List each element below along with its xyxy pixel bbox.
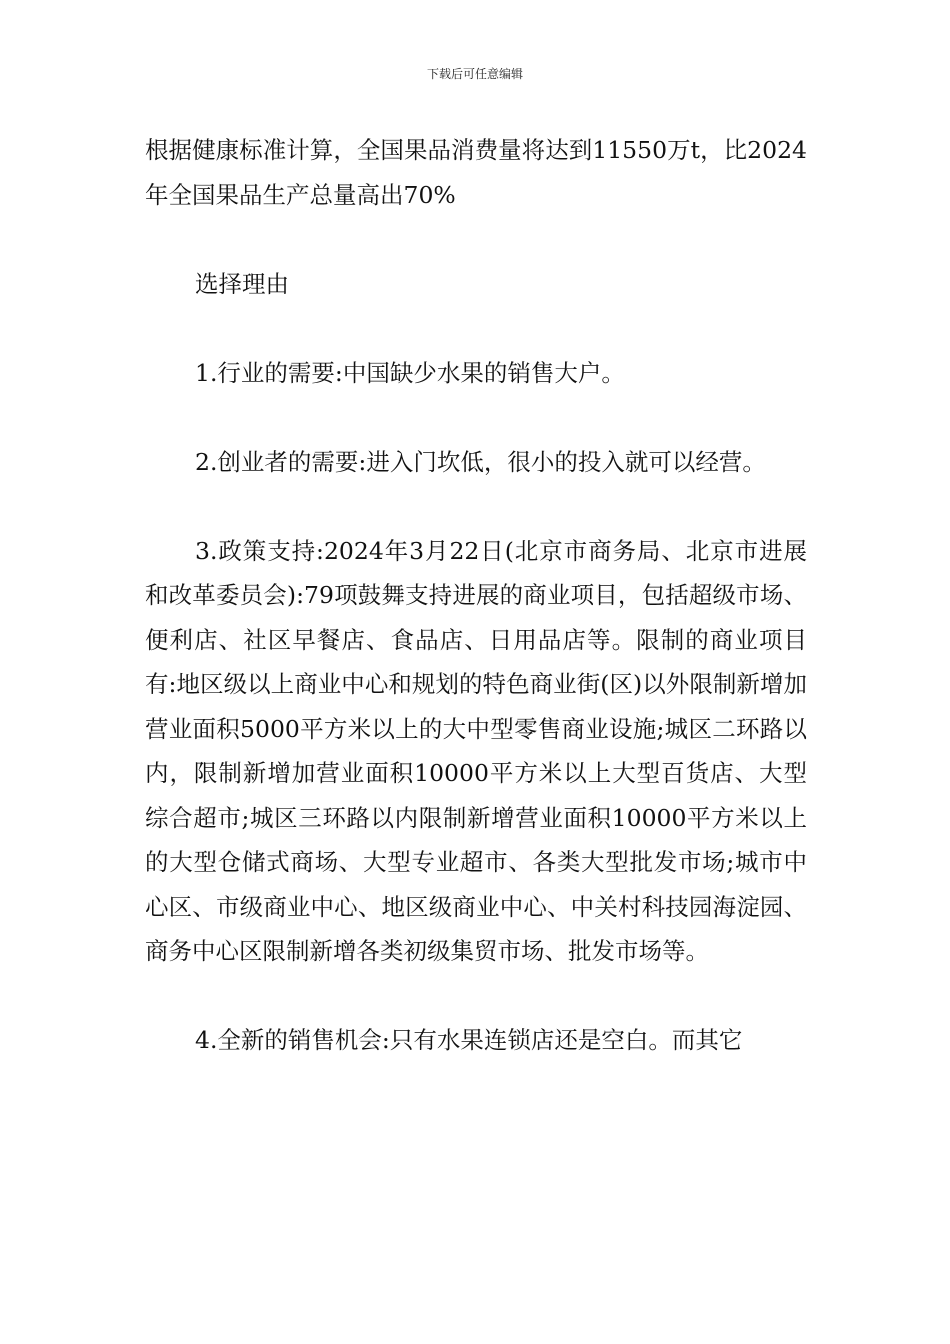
document-body [145,128,807,1063]
paragraph-spacer [145,217,807,262]
paragraph-reason-4: 4.全新的销售机会:只有水果连锁店还是空白。而其它 [195,1026,743,1054]
paragraph-spacer [145,484,807,529]
paragraph-consumption-estimate: 根据健康标准计算，全国果品消费量将达到11550万t，比2024年全国果品生产总量高出70% [145,136,807,209]
paragraph-reason-1: 1.行业的需要:中国缺少水果的销售大户。 [195,358,625,387]
paragraph-spacer [145,974,807,1019]
paragraph-reason-2: 2.创业者的需要:进入门坎低，很小的投入就可以经营。 [195,447,766,476]
paragraph-spacer [145,306,807,351]
paragraph-spacer [145,395,807,440]
page-header: 下载后可任意编辑 [426,67,523,81]
paragraph-reason-3: 3.政策支持:2024年3月22日(北京市商务局、北京市进展和改革委员会):79项鼓舞支持进展的商业项目，包括超级市场、便利店、社区早餐店、食品店、日用品店等。限制的商业项目有:地区级以上商业中心和规划的特色商业街(区)以外限制新增加营业面积5000平方米以上的大中型零售商业设施;城区二环路以内，限制新增加营业面积10000平方米以上大型百货店、大型综合超市;城区三环路以内限制新增营业面积10000平方米以上的大型仓储式商场、大型专业超市、各类大型批发市场;城市中心区、市级商业中心、地区级商业中心、中关村科技园海淀园、商务中心区限制新增各类初级集贸市场、批发市场等。 [145,536,807,965]
section-heading-reasons: 选择理由 [195,269,289,298]
